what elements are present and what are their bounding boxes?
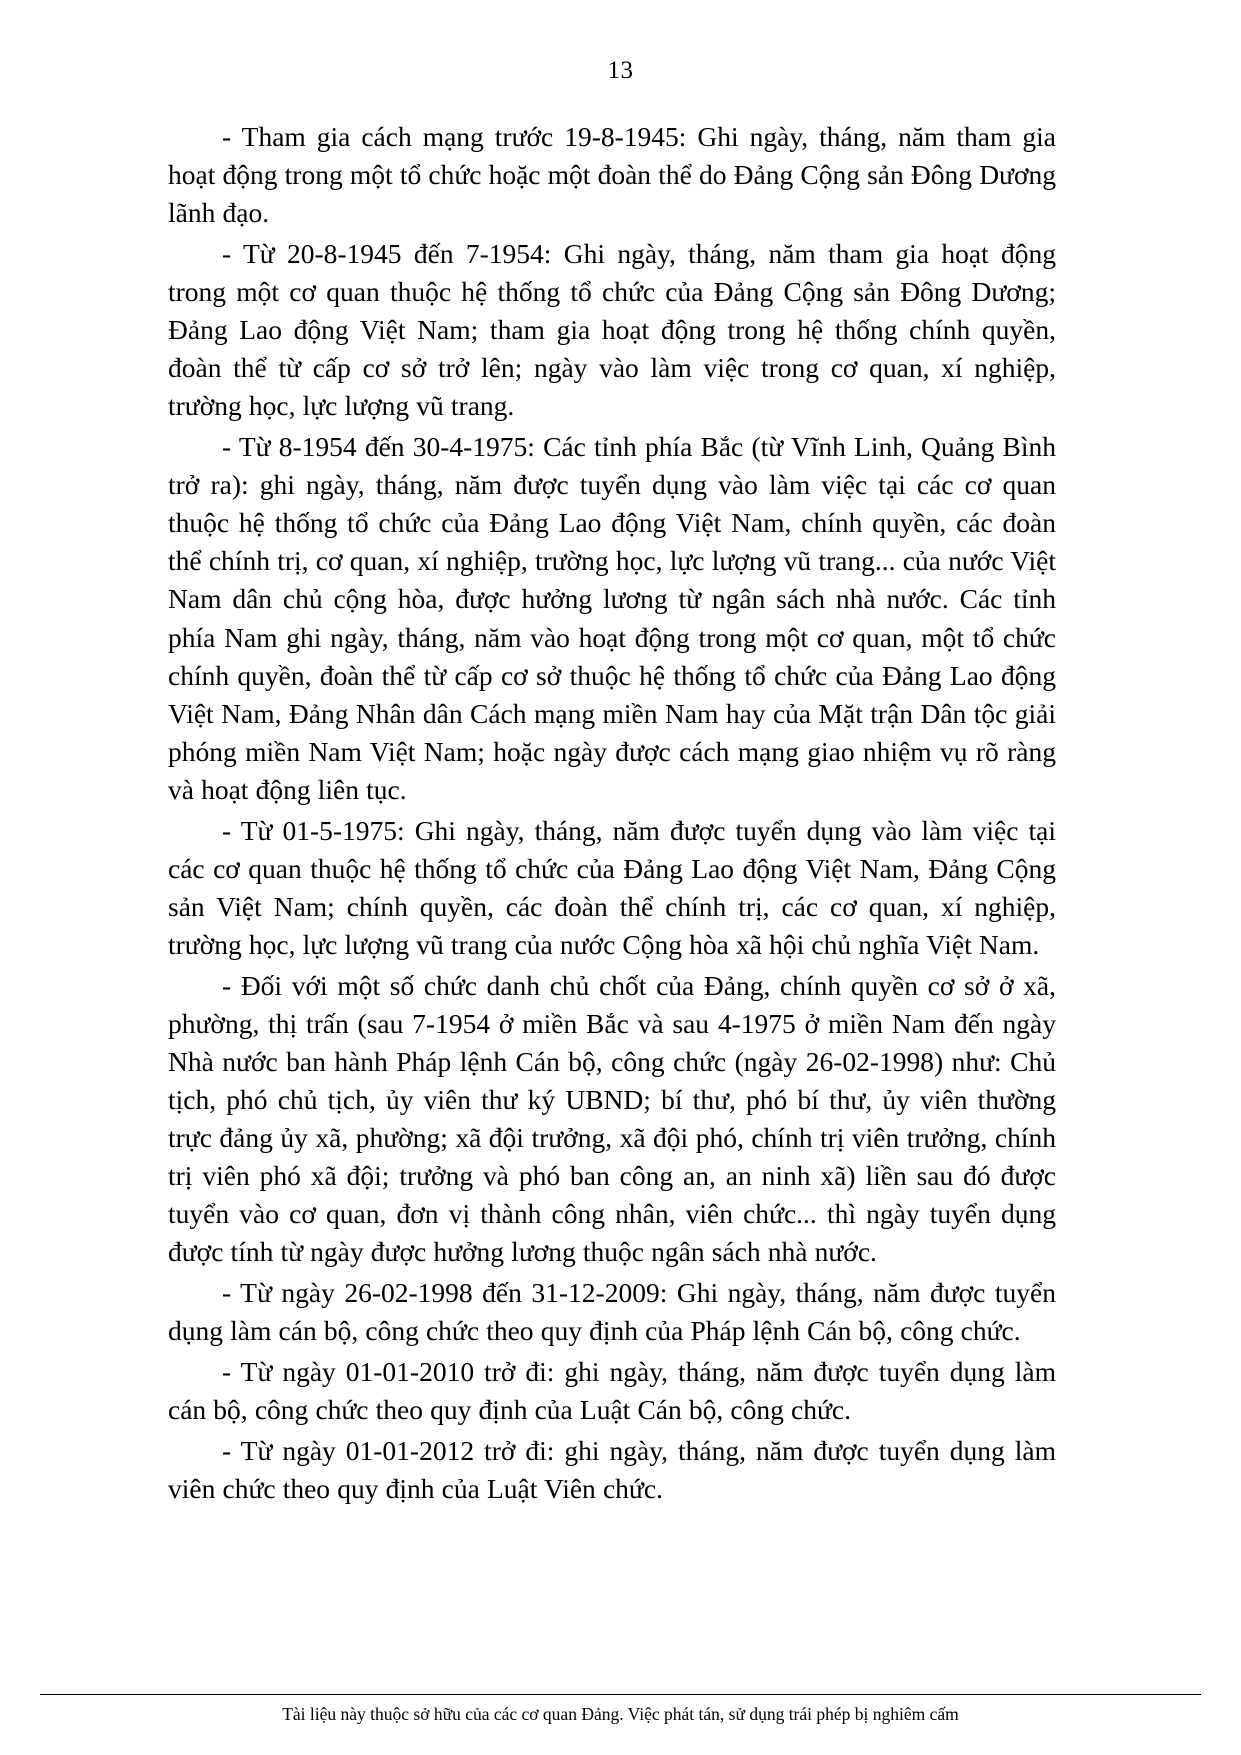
footer-copyright-note: Tài liệu này thuộc sở hữu của các cơ quan Đảng. Việc phát tán, sử dụng trái phép bị nghiêm cấm	[282, 1704, 959, 1724]
paragraph: - Từ ngày 26-02-1998 đến 31-12-2009: Ghi ngày, tháng, năm được tuyển dụng làm cán bộ, công chức theo quy định của Pháp lệnh Cán bộ, công chức.	[168, 1277, 1056, 1347]
paragraph: - Đối với một số chức danh chủ chốt của Đảng, chính quyền cơ sở ở xã, phường, thị trấn (sau 7-1954 ở miền Bắc và sau 4-1975 ở miền Nam đến ngày Nhà nước ban hành Pháp lệnh Cán bộ, công chức (ngày 26-02-1998) như: Chủ tịch, phó chủ tịch, ủy viên thư ký UBND; bí thư, phó bí thư, ủy viên thường trực đảng ủy xã, phường; xã đội trưởng, xã đội phó, chính trị viên trưởng, chính trị viên phó xã đội; trưởng và phó ban công an, an ninh xã) liền sau đó được tuyển vào cơ quan, đơn vị thành công nhân, viên chức... thì ngày tuyển dụng được tính từ ngày được hưởng lương thuộc ngân sách nhà nước.	[168, 969, 1056, 1268]
paragraph: - Từ ngày 01-01-2010 trở đi: ghi ngày, tháng, năm được tuyển dụng làm cán bộ, công chức theo quy định của Luật Cán bộ, công chức.	[168, 1356, 1056, 1426]
paragraph: - Từ ngày 01-01-2012 trở đi: ghi ngày, tháng, năm được tuyển dụng làm viên chức theo quy định của Luật Viên chức.	[168, 1434, 1056, 1504]
document-body	[168, 118, 1056, 1508]
paragraph: - Từ 01-5-1975: Ghi ngày, tháng, năm được tuyển dụng vào làm việc tại các cơ quan thuộc hệ thống tổ chức của Đảng Lao động Việt Nam, Đảng Cộng sản Việt Nam; chính quyền, các đoàn thể chính trị, các cơ quan, xí nghiệp, trường học, lực lượng vũ trang của nước Cộng hòa xã hội chủ nghĩa Việt Nam.	[168, 814, 1056, 960]
paragraph: - Từ 8-1954 đến 30-4-1975: Các tỉnh phía Bắc (từ Vĩnh Linh, Quảng Bình trở ra): ghi ngày, tháng, năm được tuyển dụng vào làm việc tại các cơ quan thuộc hệ thống tổ chức của Đảng Lao động Việt Nam, chính quyền, các đoàn thể chính trị, cơ quan, xí nghiệp, trường học, lực lượng vũ trang... của nước Việt Nam dân chủ cộng hòa, được hưởng lương từ ngân sách nhà nước. Các tỉnh phía Nam ghi ngày, tháng, năm vào hoạt động trong một cơ quan, một tổ chức chính quyền, đoàn thể từ cấp cơ sở thuộc hệ thống tổ chức của Đảng Lao động Việt Nam, Đảng Nhân dân Cách mạng miền Nam hay của Mặt trận Dân tộc giải phóng miền Nam Việt Nam; hoặc ngày được cách mạng giao nhiệm vụ rõ ràng và hoạt động liên tục.	[168, 431, 1056, 805]
paragraph: - Tham gia cách mạng trước 19-8-1945: Ghi ngày, tháng, năm tham gia hoạt động trong một tổ chức hoặc một đoàn thể do Đảng Cộng sản Đông Dương lãnh đạo.	[168, 121, 1056, 229]
paragraph: - Từ 20-8-1945 đến 7-1954: Ghi ngày, tháng, năm tham gia hoạt động trong một cơ quan thuộc hệ thống tổ chức của Đảng Cộng sản Đông Dương; Đảng Lao động Việt Nam; tham gia hoạt động trong hệ thống chính quyền, đoàn thể từ cấp cơ sở trở lên; ngày vào làm việc trong cơ quan, xí nghiệp, trường học, lực lượng vũ trang.	[168, 237, 1056, 422]
page-number: 13	[607, 57, 634, 84]
footer-divider	[40, 1694, 1201, 1695]
